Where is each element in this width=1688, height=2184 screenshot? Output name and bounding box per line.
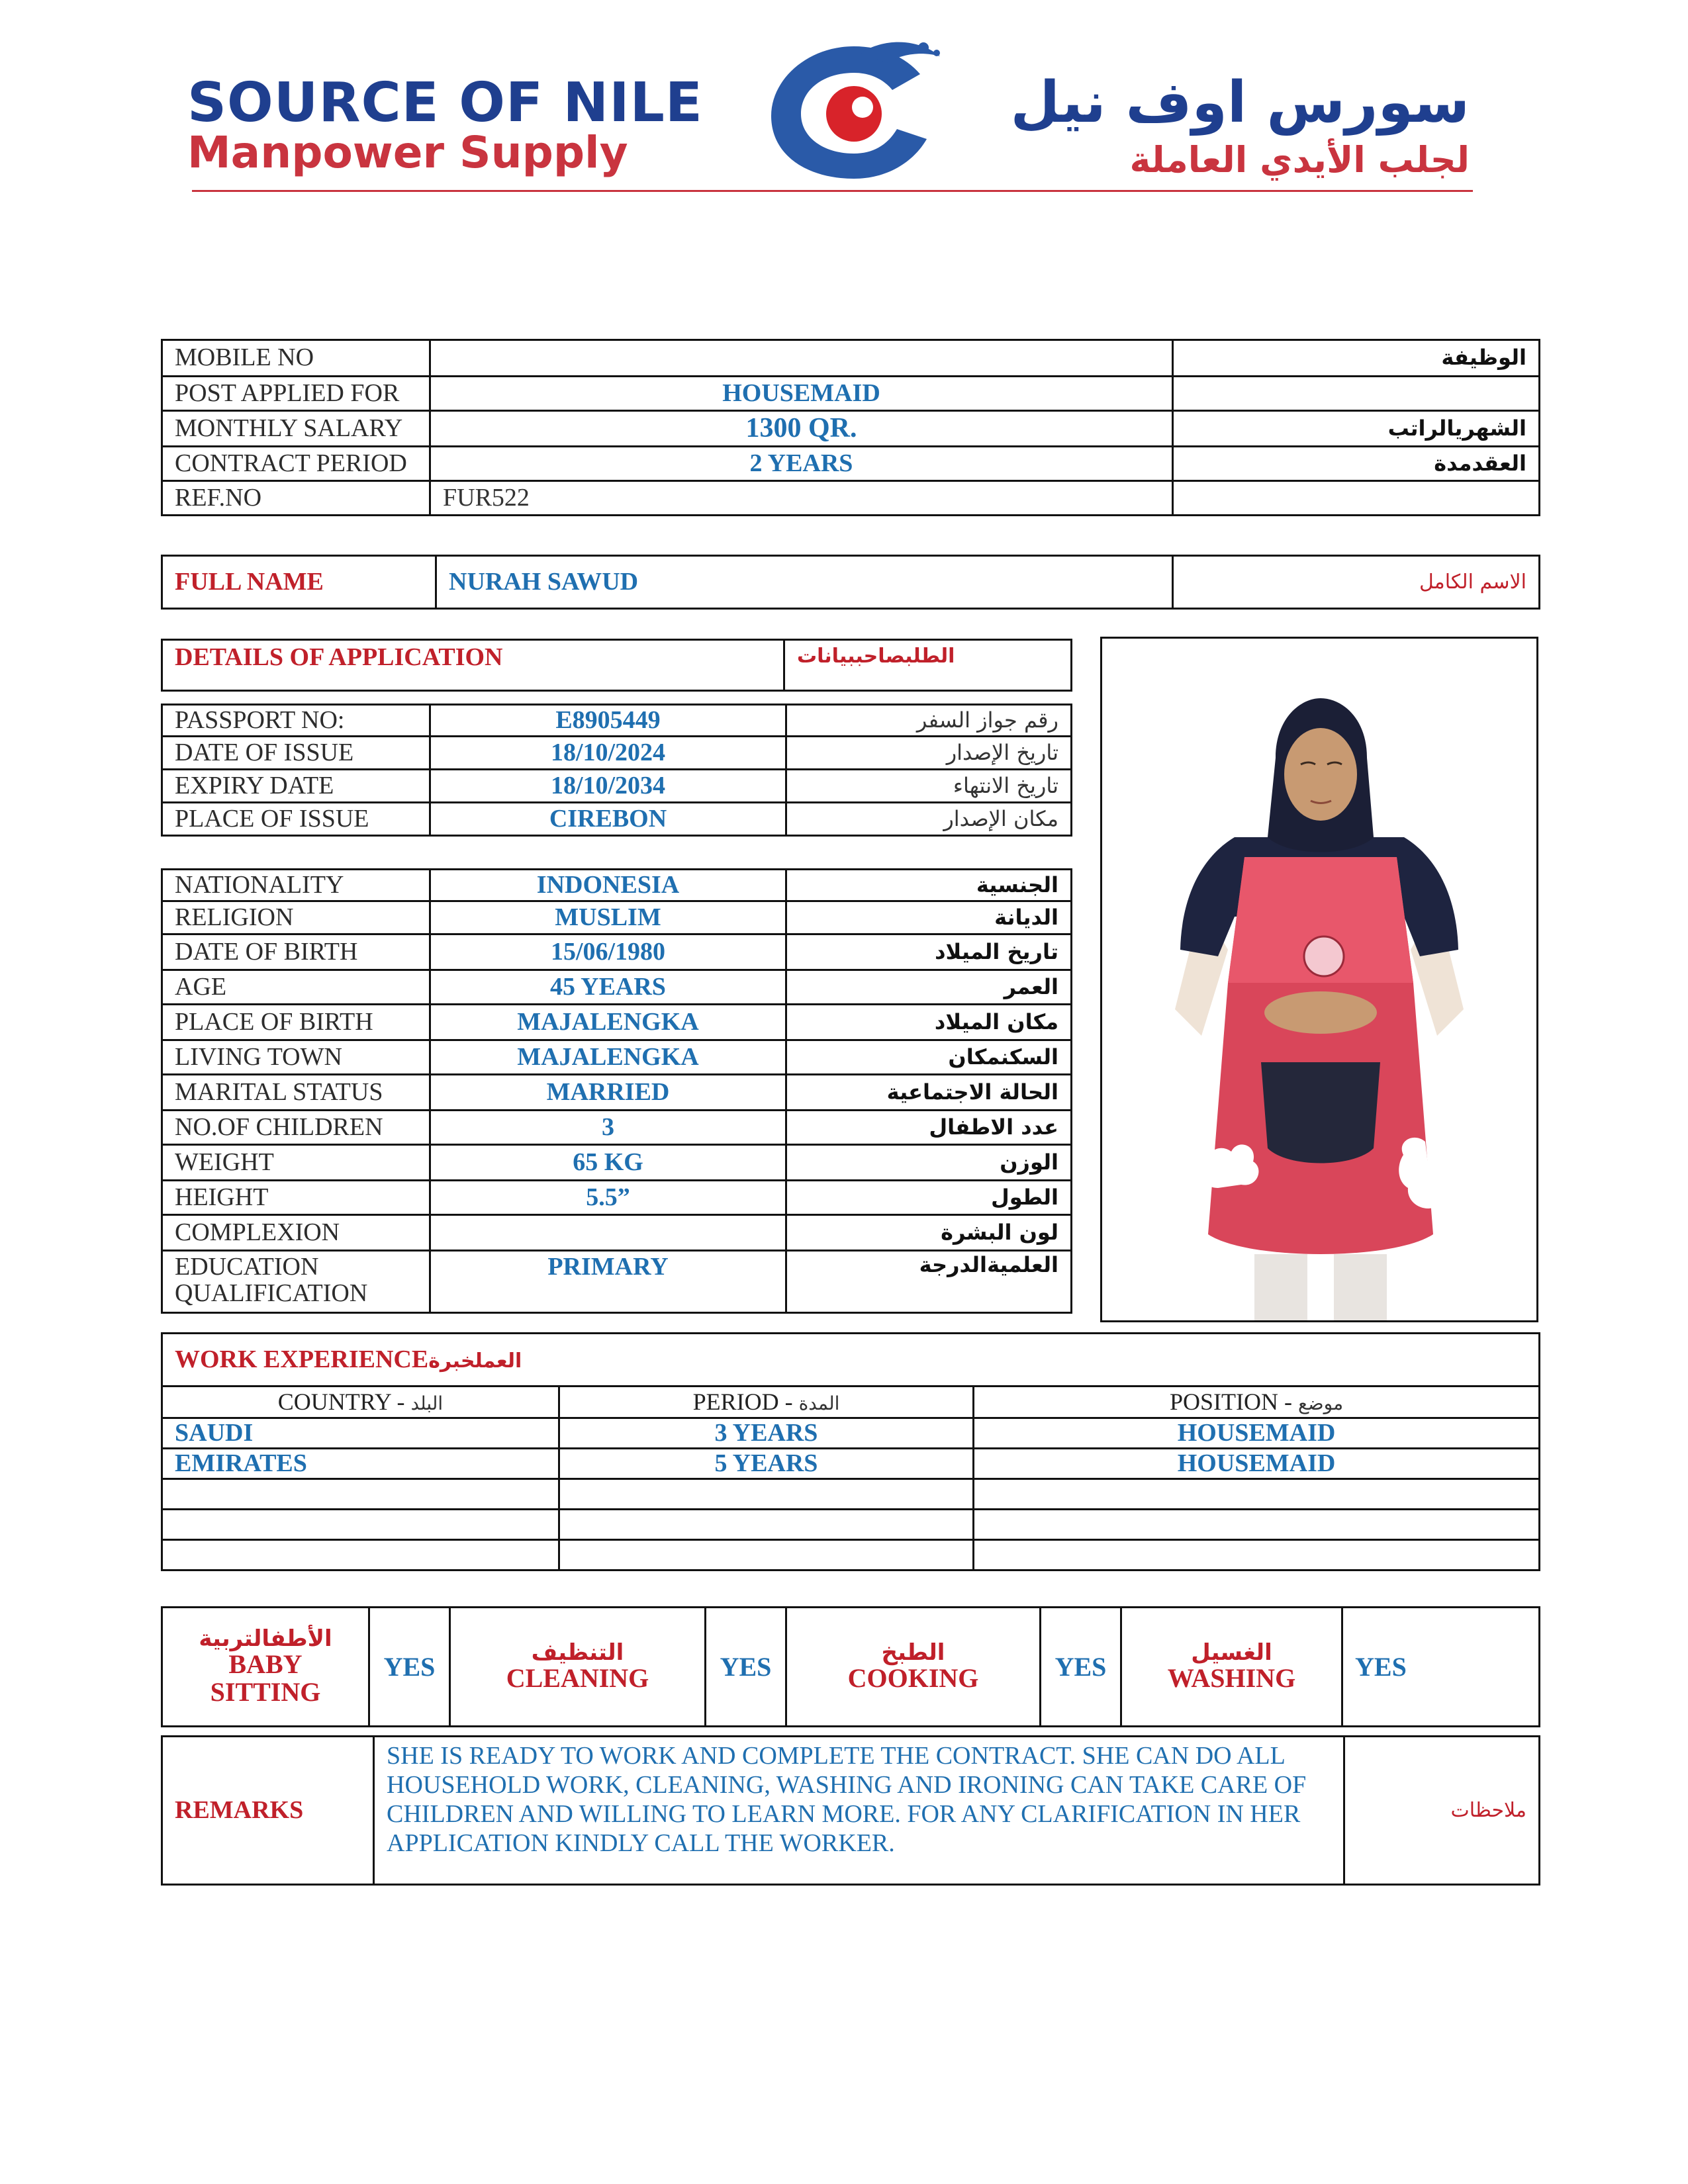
table-row xyxy=(162,1510,1540,1540)
col-period-label-ar: المدة xyxy=(798,1392,840,1414)
field-label: WEIGHT xyxy=(162,1145,430,1181)
field-label-ar: الحالة الاجتماعية xyxy=(786,1075,1072,1111)
table-row xyxy=(162,934,1072,970)
field-label-ar: الوزن xyxy=(786,1145,1072,1181)
table-row xyxy=(162,737,1072,770)
details-heading-table xyxy=(161,639,1072,692)
skill-cooking-answer: YES xyxy=(1041,1608,1121,1727)
applicant-photo xyxy=(1100,637,1538,1322)
field-label-ar: رقم جواز السفر xyxy=(786,705,1072,737)
education-label-ar: العلميةالدرجة xyxy=(786,1251,1072,1313)
education-label-line2: QUALIFICATION xyxy=(175,1279,368,1307)
field-label-ar: الديانة xyxy=(786,901,1072,934)
field-label-ar: مكان الإصدار xyxy=(786,803,1072,836)
table-row xyxy=(162,1215,1072,1251)
field-value: MUSLIM xyxy=(430,901,786,934)
field-value: 45 YEARS xyxy=(430,970,786,1005)
table-row xyxy=(162,411,1540,447)
field-label-ar: تاريخ الإصدار xyxy=(786,737,1072,770)
field-label: HEIGHT xyxy=(162,1181,430,1215)
table-row xyxy=(162,1418,1540,1449)
applicant-photo-illustration xyxy=(1102,639,1536,1320)
details-heading-label-ar: الطلبصاحببيانات xyxy=(784,640,1072,691)
col-country-label-ar: البلد xyxy=(410,1392,444,1414)
mobile-value xyxy=(430,340,1173,377)
company-name-en: SOURCE OF NILE xyxy=(187,71,703,134)
field-label: NATIONALITY xyxy=(162,870,430,901)
remarks-text: SHE IS READY TO WORK AND COMPLETE THE CONTRACT. SHE CAN DO ALL HOUSEHOLD WORK, CLEANING, WASHING AND IRONING CAN TAKE CARE OF CHILDREN AND WILLING TO LEARN MORE. FOR ANY CLARIFICATION IN HER APPLICATION KINDLY CALL THE WORKER. xyxy=(374,1737,1344,1885)
table-row xyxy=(162,1075,1072,1111)
field-label: COMPLEXION xyxy=(162,1215,430,1251)
field-value: 15/06/1980 xyxy=(430,934,786,970)
full-name-label: FULL NAME xyxy=(162,556,436,609)
table-row xyxy=(162,1145,1072,1181)
post-label: POST APPLIED FOR xyxy=(162,377,430,411)
contract-label: CONTRACT PERIOD xyxy=(162,447,430,481)
contract-label-ar: العقدمدة xyxy=(1173,447,1540,481)
ref-value: FUR522 xyxy=(430,481,1173,516)
field-label: PLACE OF ISSUE xyxy=(162,803,430,836)
table-row xyxy=(162,1449,1540,1479)
skill-cleaning-answer: YES xyxy=(706,1608,786,1727)
remarks-label: REMARKS xyxy=(162,1737,374,1885)
field-label: EXPIRY DATE xyxy=(162,770,430,803)
field-label: NO.OF CHILDREN xyxy=(162,1111,430,1145)
table-row xyxy=(162,481,1540,516)
table-row xyxy=(162,556,1540,609)
field-label-ar: السكنمكان xyxy=(786,1040,1072,1075)
skill-cooking: الطبخ COOKING xyxy=(786,1608,1041,1727)
table-row xyxy=(162,1540,1540,1570)
field-value: E8905449 xyxy=(430,705,786,737)
work-position: HOUSEMAID xyxy=(974,1418,1540,1449)
field-value: MARRIED xyxy=(430,1075,786,1111)
table-row xyxy=(162,447,1540,481)
work-period: 5 YEARS xyxy=(559,1449,974,1479)
field-value: 3 xyxy=(430,1111,786,1145)
table-row xyxy=(162,970,1072,1005)
company-tagline-en: Manpower Supply xyxy=(187,127,628,178)
field-label: LIVING TOWN xyxy=(162,1040,430,1075)
field-label: RELIGION xyxy=(162,901,430,934)
field-value: 5.5” xyxy=(430,1181,786,1215)
table-row xyxy=(162,901,1072,934)
skill-cleaning: التنظيف CLEANING xyxy=(450,1608,706,1727)
col-country-label: COUNTRY - xyxy=(277,1388,405,1415)
full-name-value: NURAH SAWUD xyxy=(436,556,1173,609)
work-experience-header-row xyxy=(162,1387,1540,1418)
field-value: CIREBON xyxy=(430,803,786,836)
company-name-ar: سورس اوف نيل xyxy=(1010,69,1470,136)
field-label: DATE OF BIRTH xyxy=(162,934,430,970)
skill-washing: الغسيل WASHING xyxy=(1121,1608,1342,1727)
application-summary-table xyxy=(161,339,1540,516)
field-label: AGE xyxy=(162,970,430,1005)
full-name-label-ar: الاسم الكامل xyxy=(1173,556,1540,609)
field-label-ar: تاريخ الميلاد xyxy=(786,934,1072,970)
job-label-ar: الوظيفة xyxy=(1173,340,1540,377)
field-label-ar: العمر xyxy=(786,970,1072,1005)
work-country: SAUDI xyxy=(162,1418,559,1449)
work-period: 3 YEARS xyxy=(559,1418,974,1449)
col-position-label-ar: موضع xyxy=(1297,1392,1344,1414)
field-label-ar: عدد الاطفال xyxy=(786,1111,1072,1145)
table-row xyxy=(162,1040,1072,1075)
field-label: PASSPORT NO: xyxy=(162,705,430,737)
work-position: HOUSEMAID xyxy=(974,1449,1540,1479)
field-value: 18/10/2024 xyxy=(430,737,786,770)
field-value: MAJALENGKA xyxy=(430,1005,786,1040)
table-row xyxy=(162,1251,1072,1313)
company-logo-icon xyxy=(755,33,953,185)
skills-table xyxy=(161,1606,1540,1727)
post-value: HOUSEMAID xyxy=(430,377,1173,411)
personal-details-table xyxy=(161,868,1072,1314)
full-name-table xyxy=(161,555,1540,610)
remarks-table xyxy=(161,1735,1540,1886)
passport-table xyxy=(161,704,1072,837)
skill-baby-sitting: الأطفالتربية BABY SITTING xyxy=(162,1608,369,1727)
table-row xyxy=(162,1005,1072,1040)
salary-value: 1300 QR. xyxy=(430,411,1173,447)
field-label-ar: الطول xyxy=(786,1181,1072,1215)
table-row xyxy=(162,770,1072,803)
education-label-line1: EDUCATION xyxy=(175,1253,319,1281)
work-experience-heading: WORK EXPERIENCE xyxy=(175,1345,429,1373)
field-label-ar: تاريخ الانتهاء xyxy=(786,770,1072,803)
field-value xyxy=(430,1215,786,1251)
col-period-label: PERIOD - xyxy=(692,1388,793,1415)
table-row xyxy=(162,870,1072,901)
skill-baby-sitting-answer: YES xyxy=(369,1608,450,1727)
salary-label: MONTHLY SALARY xyxy=(162,411,430,447)
education-value: PRIMARY xyxy=(430,1251,786,1313)
field-label: DATE OF ISSUE xyxy=(162,737,430,770)
field-value: MAJALENGKA xyxy=(430,1040,786,1075)
field-label-ar: مكان الميلاد xyxy=(786,1005,1072,1040)
field-value: INDONESIA xyxy=(430,870,786,901)
details-heading-label: DETAILS OF APPLICATION xyxy=(162,640,784,691)
table-row xyxy=(162,377,1540,411)
field-label-ar: الجنسية xyxy=(786,870,1072,901)
table-row xyxy=(162,1111,1072,1145)
field-value: 18/10/2034 xyxy=(430,770,786,803)
salary-label-ar: الشهريالراتب xyxy=(1173,411,1540,447)
work-country: EMIRATES xyxy=(162,1449,559,1479)
table-row xyxy=(162,803,1072,836)
col-position-label: POSITION - xyxy=(1169,1388,1292,1415)
work-experience-table xyxy=(161,1332,1540,1571)
table-row xyxy=(162,340,1540,377)
company-tagline-ar: لجلب الأيدي العاملة xyxy=(1129,139,1470,181)
mobile-label: MOBILE NO xyxy=(162,340,430,377)
skill-washing-answer: YES xyxy=(1342,1608,1540,1727)
field-label: MARITAL STATUS xyxy=(162,1075,430,1111)
table-row xyxy=(162,705,1072,737)
work-experience-heading-ar: العملخبرة xyxy=(428,1349,522,1373)
ref-label: REF.NO xyxy=(162,481,430,516)
table-row xyxy=(162,1479,1540,1510)
table-row xyxy=(162,1181,1072,1215)
field-label-ar: لون البشرة xyxy=(786,1215,1072,1251)
field-label: PLACE OF BIRTH xyxy=(162,1005,430,1040)
contract-value: 2 YEARS xyxy=(430,447,1173,481)
remarks-label-ar: ملاحظات xyxy=(1344,1737,1540,1885)
field-value: 65 KG xyxy=(430,1145,786,1181)
header-divider xyxy=(192,190,1473,192)
